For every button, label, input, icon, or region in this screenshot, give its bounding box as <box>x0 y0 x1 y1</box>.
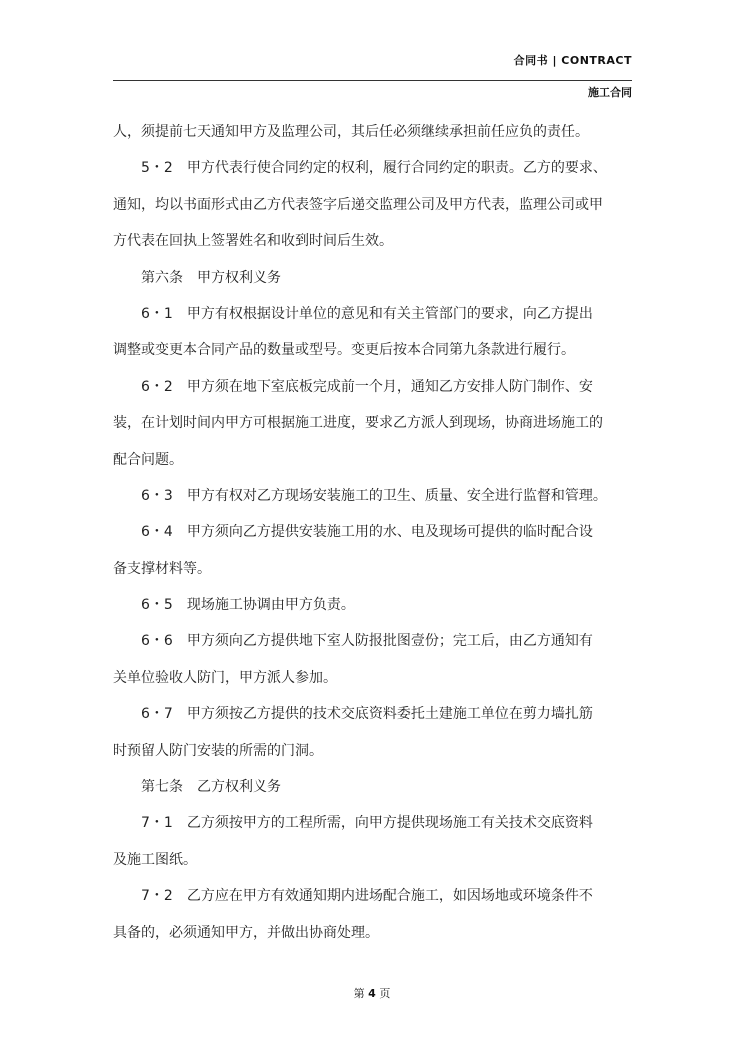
text-line: 第七条 乙方权利义务 <box>141 779 281 796</box>
text-line: 7・2 乙方应在甲方有效通知期内进场配合施工，如因场地或环境条件不 <box>141 888 593 905</box>
text-line: 人，须提前七天通知甲方及监理公司，其后任必须继续承担前任应负的责任。 <box>113 124 589 140</box>
text-line: 6・1 甲方有权根据设计单位的意见和有关主管部门的要求，向乙方提出 <box>141 305 593 322</box>
text-line: 调整或变更本合同产品的数量或型号。变更后按本合同第九条款进行履行。 <box>113 342 575 359</box>
text-line: 第六条 甲方权利义务 <box>141 269 281 286</box>
text-line: 关单位验收人防门，甲方派人参加。 <box>113 669 337 686</box>
text-line: 装，在计划时间内甲方可根据施工进度，要求乙方派人到现场，协商进场施工的 <box>113 415 603 432</box>
text-line: 5・2 甲方代表行使合同约定的权利，履行合同约定的职责。乙方的要求、 <box>141 160 607 177</box>
footer-prefix: 第 <box>353 987 365 1000</box>
footer-suffix: 页 <box>379 987 391 1000</box>
text-line: 及施工图纸。 <box>113 851 197 868</box>
header-divider <box>113 80 632 81</box>
text-line: 方代表在回执上签署姓名和收到时间后生效。 <box>113 233 393 250</box>
text-line: 6・3 甲方有权对乙方现场安装施工的卫生、质量、安全进行监督和管理。 <box>141 487 607 504</box>
document-body <box>113 114 633 951</box>
text-line: 具备的，必须通知甲方，并做出协商处理。 <box>113 924 379 941</box>
text-line: 7・1 乙方须按甲方的工程所需，向甲方提供现场施工有关技术交底资料 <box>141 815 593 832</box>
text-line: 配合问题。 <box>113 451 183 468</box>
text-line: 时预留人防门安装的所需的门洞。 <box>113 742 323 759</box>
header-title: 合同书 | CONTRACT <box>513 54 632 67</box>
text-line: 6・2 甲方须在地下室底板完成前一个月，通知乙方安排人防门制作、安 <box>141 378 593 395</box>
text-line: 6・5 现场施工协调由甲方负责。 <box>141 597 355 614</box>
text-line: 6・7 甲方须按乙方提供的技术交底资料委托土建施工单位在剪力墙扎筋 <box>141 706 593 723</box>
text-line: 通知，均以书面形式由乙方代表签字后递交监理公司及甲方代表，监理公司或甲 <box>113 196 603 213</box>
header-subtitle: 施工合同 <box>588 86 632 99</box>
text-line: 备支撑材料等。 <box>113 560 211 577</box>
text-line: 6・6 甲方须向乙方提供地下室人防报批图壹份；完工后，由乙方通知有 <box>141 633 593 650</box>
page-footer <box>0 985 744 1001</box>
text-line: 6・4 甲方须向乙方提供安装施工用的水、电及现场可提供的临时配合设 <box>141 524 593 541</box>
page-number: 4 <box>368 987 376 1000</box>
